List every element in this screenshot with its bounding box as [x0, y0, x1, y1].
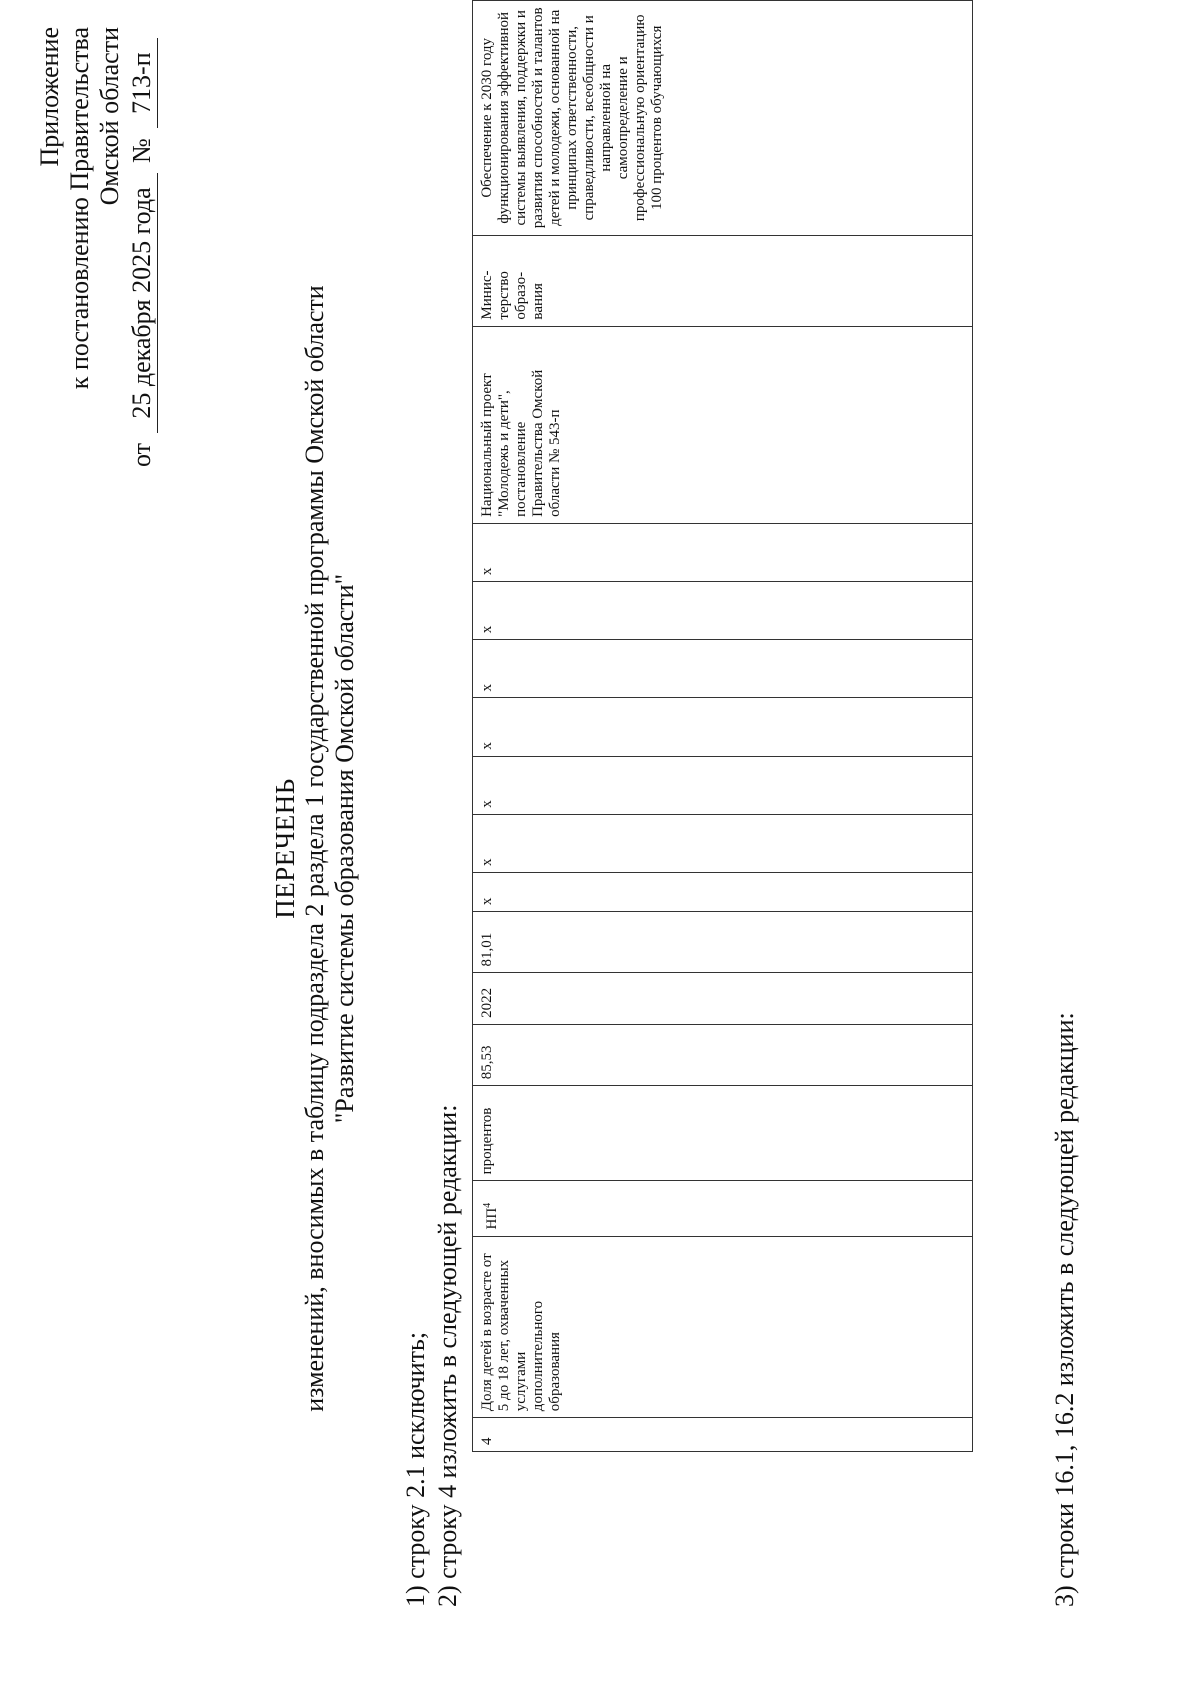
item-3: 3) строки 16.1, 16.2 изложить в следующей редакции:: [1050, 1012, 1079, 1607]
item-2: 2) строку 4 изложить в следующей редакции:: [433, 1104, 462, 1607]
appendix-label: Приложение: [35, 27, 64, 167]
number-sign: №: [127, 138, 156, 163]
document-title: [270, 60, 360, 1637]
type-text: НП: [484, 1207, 500, 1230]
appendix-decree: к постановлению Правительства Омской области: [65, 27, 124, 390]
cell-x: х: [473, 640, 973, 698]
cell-number: 4: [473, 1418, 973, 1452]
decree-date: 25 декабря 2025 года: [127, 173, 158, 433]
cell-document: Национальный проект "Молодежь и дети", постановление Правительства Омской области № 543-п: [473, 326, 973, 523]
decree-number: 713-п: [127, 38, 158, 128]
appendix-date-line: [127, 27, 158, 467]
cell-base-year: 2022: [473, 973, 973, 1024]
indicator-table: [472, 0, 973, 1452]
title-line-1: изменений, вносимых в таблицу подраздела 2 раздела 1 государственной программы Омской области: [300, 285, 329, 1412]
from-label: от: [127, 442, 156, 467]
cell-x: х: [473, 814, 973, 872]
cell-x: х: [473, 698, 973, 756]
cell-x: х: [473, 582, 973, 640]
cell-base-value: 85,53: [473, 1024, 973, 1085]
cell-x: х: [473, 523, 973, 581]
table-row: [473, 1, 973, 1452]
appendix-header: [35, 27, 158, 467]
cell-type: [473, 1181, 973, 1236]
cell-indicator-name: Доля детей в возрасте от 5 до 18 лет, охваченных услугами дополнительного образования: [473, 1236, 973, 1418]
item-1: 1) строку 2.1 исключить;: [401, 1331, 430, 1607]
cell-unit: процентов: [473, 1086, 973, 1181]
cell-goal: Обеспечение к 2030 году функционирования эффективной системы выявления, поддержки и развития способностей и талантов детей и молодежи, основанной на принципах ответственности, справедливости, всеобщности и направленной на самоопределение и профессиональную ориентацию 100 процентов обучающихся: [473, 1, 973, 236]
change-items: [400, 1105, 464, 1607]
cell-value: 81,01: [473, 912, 973, 973]
type-footnote: 4: [482, 1202, 493, 1208]
title-line-2: "Развитие системы образования Омской области": [330, 573, 359, 1124]
cell-x: х: [473, 756, 973, 814]
title-heading: ПЕРЕЧЕНЬ: [270, 778, 300, 919]
cell-x: х: [473, 872, 973, 911]
cell-responsible: Минис-терство образо-вания: [473, 235, 973, 326]
